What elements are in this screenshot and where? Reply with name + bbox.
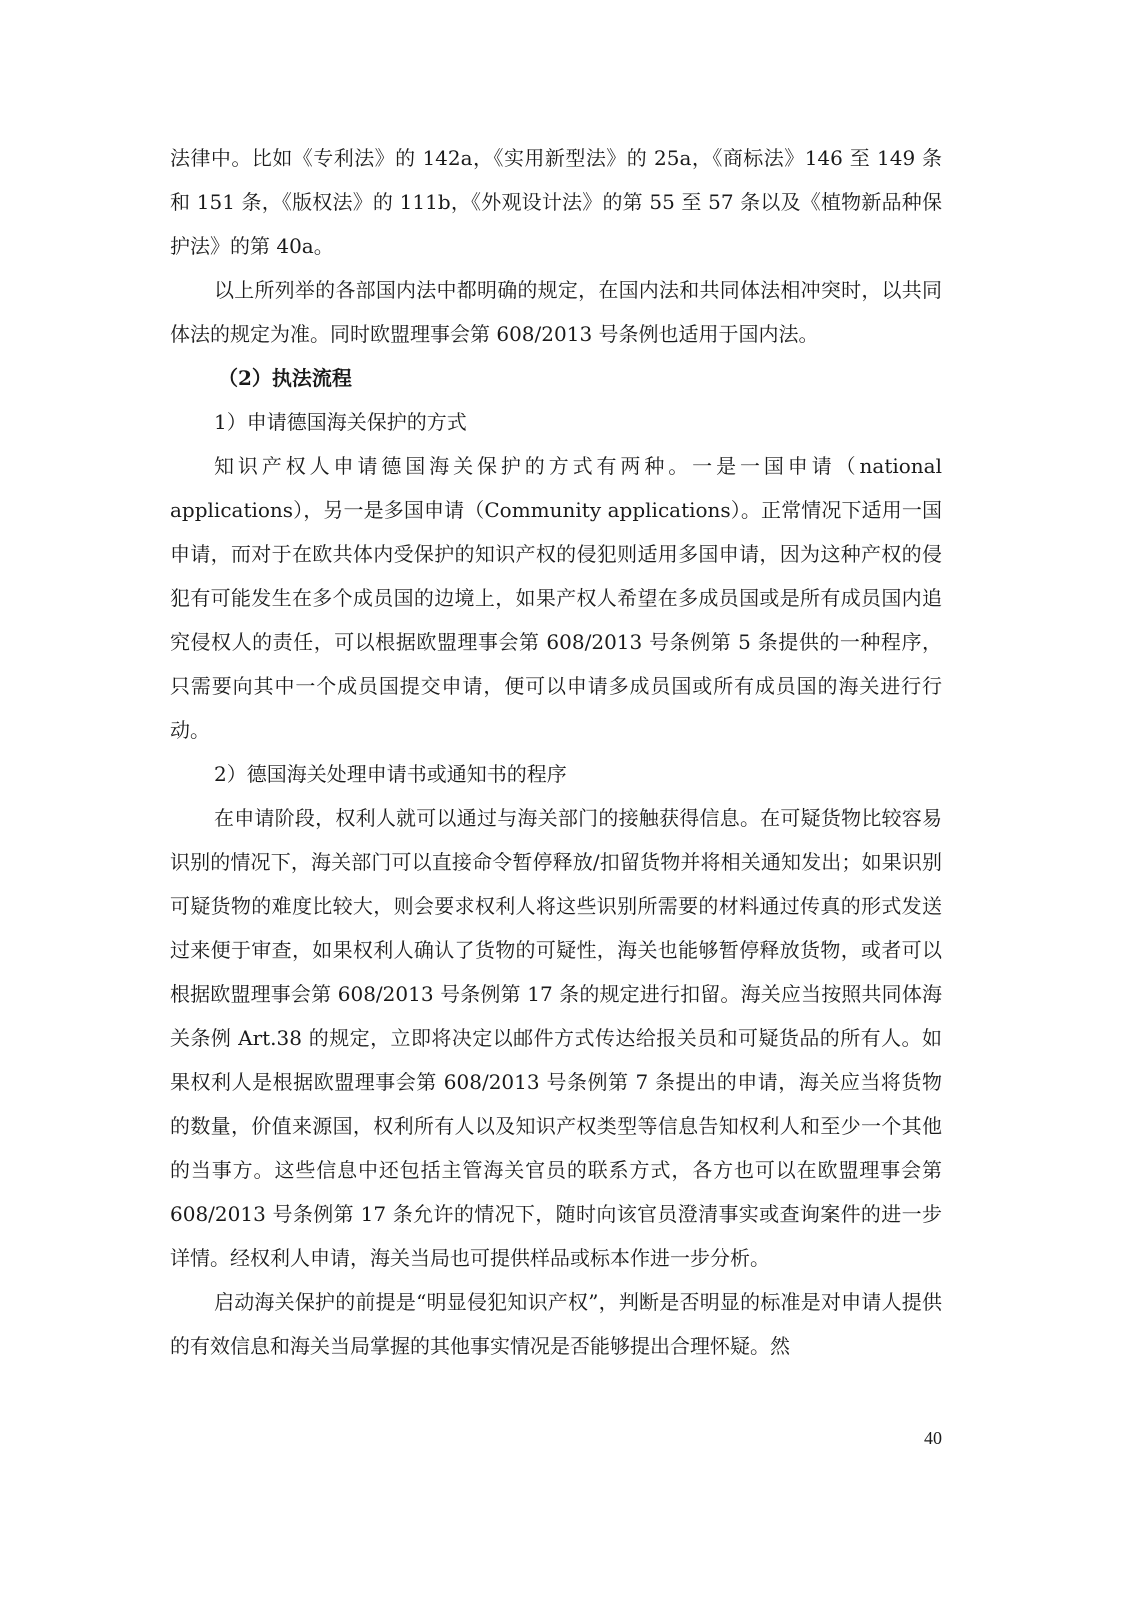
paragraph-2: 以上所列举的各部国内法中都明确的规定，在国内法和共同体法相冲突时，以共同体法的规定为准。同时欧盟理事会第 608/2013 号条例也适用于国内法。	[170, 278, 942, 346]
section-heading: （2）执法流程	[218, 366, 352, 390]
paragraph-4: 在申请阶段，权利人就可以通过与海关部门的接触获得信息。在可疑货物比较容易识别的情况下，海关部门可以直接命令暂停释放/扣留货物并将相关通知发出；如果识别可疑货物的难度比较大，则会要求权利人将这些识别所需要的材料通过传真的形式发送过来便于审查，如果权利人确认了货物的可疑性，海关也能够暂停释放货物，或者可以根据欧盟理事会第 608/2013 号条例第 17 条的规定进行扣留。海关应当按照共同体海关条例 Art.38 的规定，立即将决定以邮件方式传达给报关员和可疑货品的所有人。如果权利人是根据欧盟理事会第 608/2013 号条例第 7 条提出的申请，海关应当将货物的数量，价值来源国，权利所有人以及知识产权类型等信息告知权利人和至少一个其他的当事方。这些信息中还包括主管海关官员的联系方式，各方也可以在欧盟理事会第 608/2013 号条例第 17 条允许的情况下，随时向该官员澄清事实或查询案件的进一步详情。经权利人申请，海关当局也可提供样品或标本作进一步分析。	[170, 806, 942, 1270]
subheading-1: 1）申请德国海关保护的方式	[214, 410, 467, 434]
paragraph-1: 法律中。比如《专利法》的 142a，《实用新型法》的 25a，《商标法》146 至 149 条和 151 条，《版权法》的 111b，《外观设计法》的第 55 至 57 条以及《植物新品种保护法》的第 40a。	[170, 146, 942, 258]
body-text	[170, 136, 942, 1368]
paragraph-3: 知识产权人申请德国海关保护的方式有两种。一是一国申请（national applications），另一是多国申请（Community applications）。正常情况下适用一国申请，而对于在欧共体内受保护的知识产权的侵犯则适用多国申请，因为这种产权的侵犯有可能发生在多个成员国的边境上，如果产权人希望在多成员国或是所有成员国内追究侵权人的责任，可以根据欧盟理事会第 608/2013 号条例第 5 条提供的一种程序，只需要向其中一个成员国提交申请，便可以申请多成员国或所有成员国的海关进行行动。	[170, 454, 942, 742]
paragraph-5: 启动海关保护的前提是“明显侵犯知识产权”，判断是否明显的标准是对申请人提供的有效信息和海关当局掌握的其他事实情况是否能够提出合理怀疑。然	[170, 1290, 942, 1358]
subheading-2: 2）德国海关处理申请书或通知书的程序	[214, 762, 567, 786]
page-number: 40	[924, 1428, 942, 1448]
